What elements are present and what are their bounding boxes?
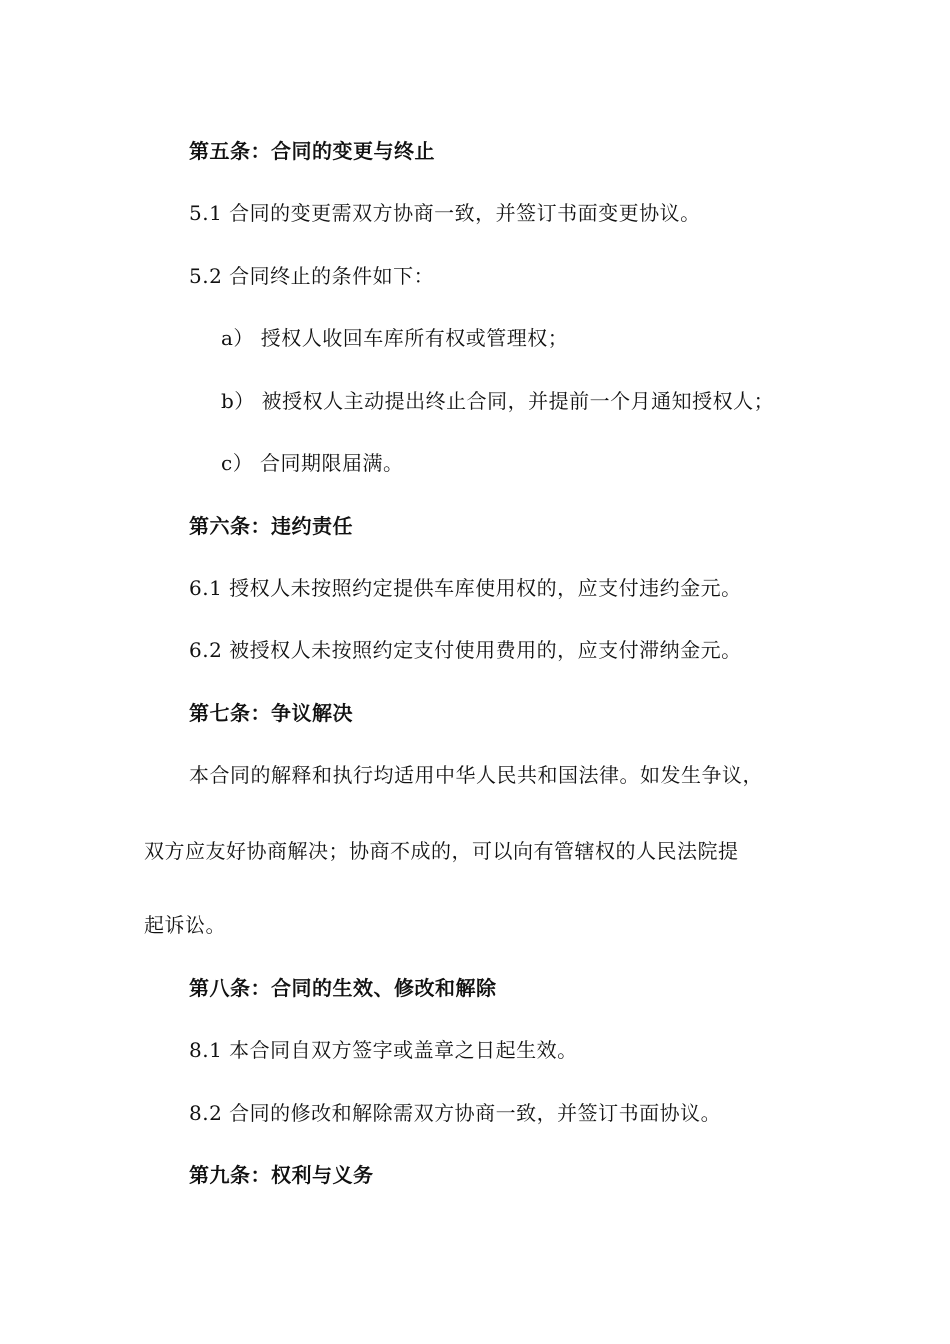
section-heading-6: 第六条：违约责任 [189,514,353,538]
list-item-a: a） 授权人收回车库所有权或管理权； [221,326,569,350]
section-heading-9: 第九条：权利与义务 [189,1163,374,1187]
clause-5-1: 5.1 合同的变更需双方协商一致，并签订书面变更协议。 [189,201,701,225]
paragraph-7-line-3: 起诉讼。 [144,913,226,937]
clause-5-2: 5.2 合同终止的条件如下： [189,264,435,288]
paragraph-7-line-1: 本合同的解释和执行均适用中华人民共和国法律。如发生争议， [189,763,763,787]
list-item-c: c） 合同期限届满。 [221,451,404,475]
clause-8-2: 8.2 合同的修改和解除需双方协商一致，并签订书面协议。 [189,1101,722,1125]
section-heading-5: 第五条：合同的变更与终止 [189,139,435,163]
clause-6-1: 6.1 授权人未按照约定提供车库使用权的，应支付违约金元。 [189,576,742,600]
paragraph-7-line-2: 双方应友好协商解决；协商不成的，可以向有管辖权的人民法院提 [144,839,739,863]
list-item-b: b） 被授权人主动提出终止合同，并提前一个月通知授权人； [221,389,775,413]
clause-6-2: 6.2 被授权人未按照约定支付使用费用的，应支付滞纳金元。 [189,638,742,662]
clause-8-1: 8.1 本合同自双方签字或盖章之日起生效。 [189,1038,578,1062]
section-heading-8: 第八条：合同的生效、修改和解除 [189,976,497,1000]
section-heading-7: 第七条：争议解决 [189,701,353,725]
